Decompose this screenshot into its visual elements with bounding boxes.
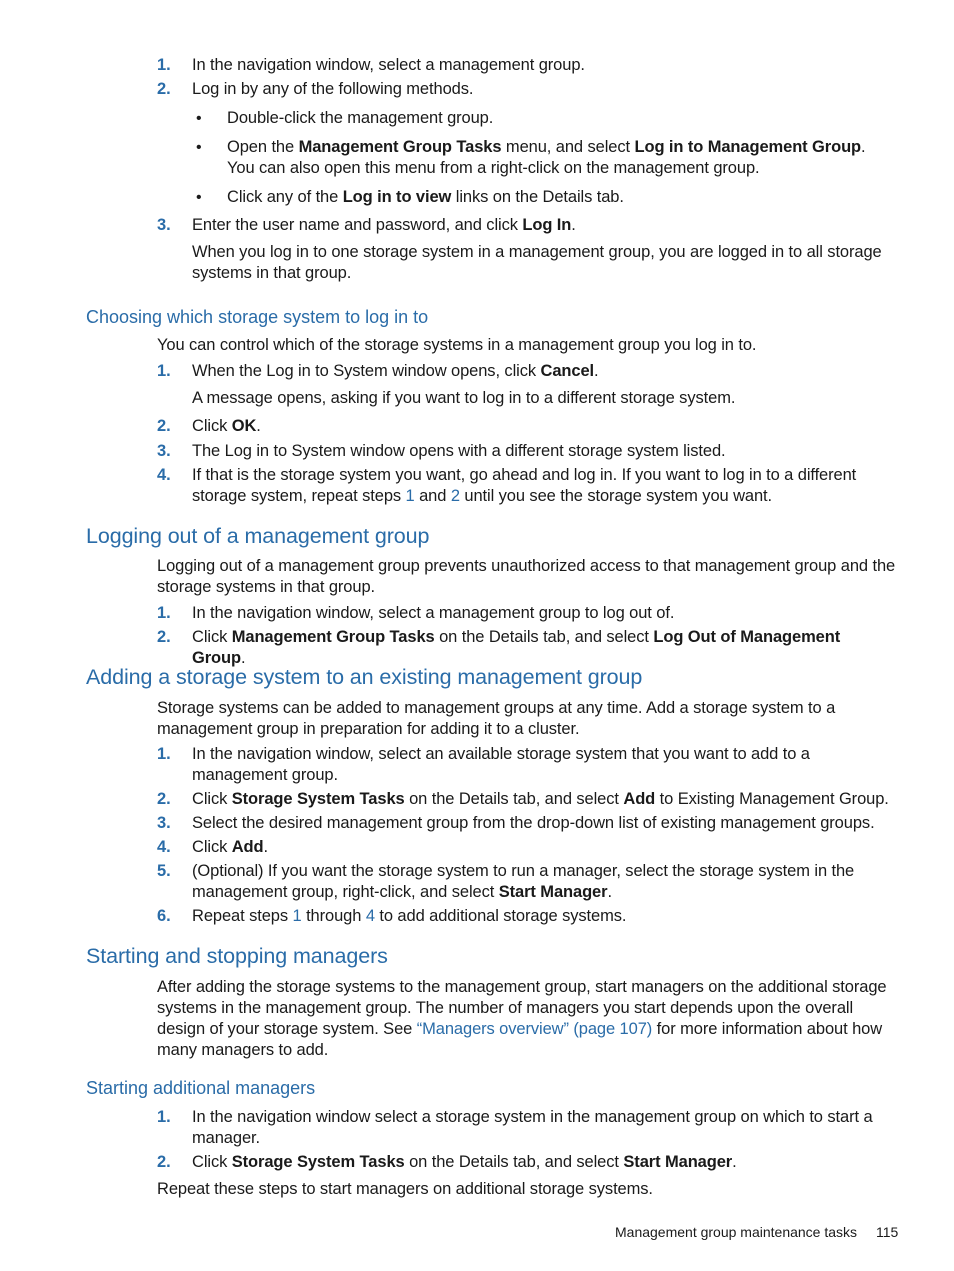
step-text: Log in by any of the following methods. — [192, 80, 474, 98]
step-text: Select the desired management group from the drop-down list of existing management groups. — [192, 814, 875, 832]
bullet-text: Click any of the Log in to view links on the Details tab. — [227, 188, 624, 206]
step-number: 1. — [157, 56, 171, 74]
step-number: 4. — [157, 838, 171, 856]
cross-reference-link[interactable]: “Managers overview” (page 107) — [416, 1020, 653, 1038]
bullet-text: Open the Management Group Tasks menu, and select Log in to Management Group. You can also open this menu from a right-click on the management group. — [227, 138, 866, 177]
step-number: 1. — [157, 745, 171, 763]
step-number: 1. — [157, 1108, 171, 1126]
bullet-icon: • — [196, 189, 202, 206]
step-number: 3. — [157, 814, 171, 832]
section-heading: Starting and stopping managers — [86, 944, 388, 968]
step-text: Repeat steps 1 through 4 to add additional storage systems. — [192, 907, 627, 925]
step-number: 2. — [157, 80, 171, 98]
page-number: 115 — [876, 1224, 899, 1240]
bullet-icon: • — [196, 139, 202, 156]
section-heading: Starting additional managers — [86, 1078, 316, 1098]
step-number: 2. — [157, 417, 171, 435]
step-text: (Optional) If you want the storage system to run a manager, select the storage system in the management group, right-click, and select Start Manager. — [192, 862, 855, 901]
step-text: In the navigation window select a storage system in the management group on which to start a manager. — [192, 1108, 873, 1147]
step-number: 6. — [157, 907, 171, 925]
step-number: 2. — [157, 790, 171, 808]
paragraph: After adding the storage systems to the management group, start managers on the additional storage systems in the management group. The number of managers you start depends upon the overall design of your storage system. See “Managers overview” (page 107) for more information about how many managers to add. — [157, 978, 887, 1059]
step-number: 4. — [157, 466, 171, 484]
step-note: A message opens, asking if you want to log in to a different storage system. — [192, 389, 736, 407]
paragraph: Repeat these steps to start managers on additional storage systems. — [157, 1180, 653, 1198]
section-heading: Logging out of a management group — [86, 524, 430, 548]
section-heading: Adding a storage system to an existing management group — [86, 665, 643, 689]
step-text: Click Management Group Tasks on the Details tab, and select Log Out of Management Group. — [192, 628, 841, 667]
step-number: 3. — [157, 216, 171, 234]
section-heading: Choosing which storage system to log in to — [86, 307, 429, 327]
step-link[interactable]: 1 — [292, 907, 302, 925]
step-link[interactable]: 4 — [365, 907, 375, 925]
step-text: The Log in to System window opens with a different storage system listed. — [192, 442, 726, 460]
step-text: Click Storage System Tasks on the Details tab, and select Add to Existing Management Group. — [192, 790, 889, 808]
step-text: Click Storage System Tasks on the Details tab, and select Start Manager. — [192, 1153, 737, 1171]
paragraph: Logging out of a management group prevents unauthorized access to that management group and the storage systems in that group. — [157, 557, 896, 596]
step-text: In the navigation window, select an available storage system that you want to add to a management group. — [192, 745, 810, 784]
step-link[interactable]: 1 — [405, 487, 415, 505]
footer-section-title: Management group maintenance tasks — [615, 1224, 858, 1240]
step-text: Click OK. — [192, 417, 261, 435]
step-number: 1. — [157, 604, 171, 622]
paragraph: Storage systems can be added to management groups at any time. Add a storage system to a management group in preparation for adding it to a cluster. — [157, 699, 836, 738]
step-text: Enter the user name and password, and click Log In. — [192, 216, 576, 234]
step-number: 2. — [157, 628, 171, 646]
step-number: 1. — [157, 362, 171, 380]
step-text: In the navigation window, select a management group. — [192, 56, 585, 74]
step-link[interactable]: 2 — [450, 487, 460, 505]
step-number: 2. — [157, 1153, 171, 1171]
step-text: Click Add. — [192, 838, 268, 856]
step-text: When the Log in to System window opens, click Cancel. — [192, 362, 599, 380]
step-text: If that is the storage system you want, go ahead and log in. If you want to log in to a different storage system, repeat steps 1 and 2 until you see the storage system you want. — [192, 466, 857, 505]
step-number: 3. — [157, 442, 171, 460]
step-number: 5. — [157, 862, 171, 880]
step-text: In the navigation window, select a management group to log out of. — [192, 604, 675, 622]
step-note: When you log in to one storage system in a management group, you are logged in to all storage systems in that group. — [192, 243, 882, 282]
bullet-text: Double-click the management group. — [227, 109, 494, 127]
bullet-icon: • — [196, 110, 202, 127]
paragraph: You can control which of the storage systems in a management group you log in to. — [157, 336, 757, 354]
